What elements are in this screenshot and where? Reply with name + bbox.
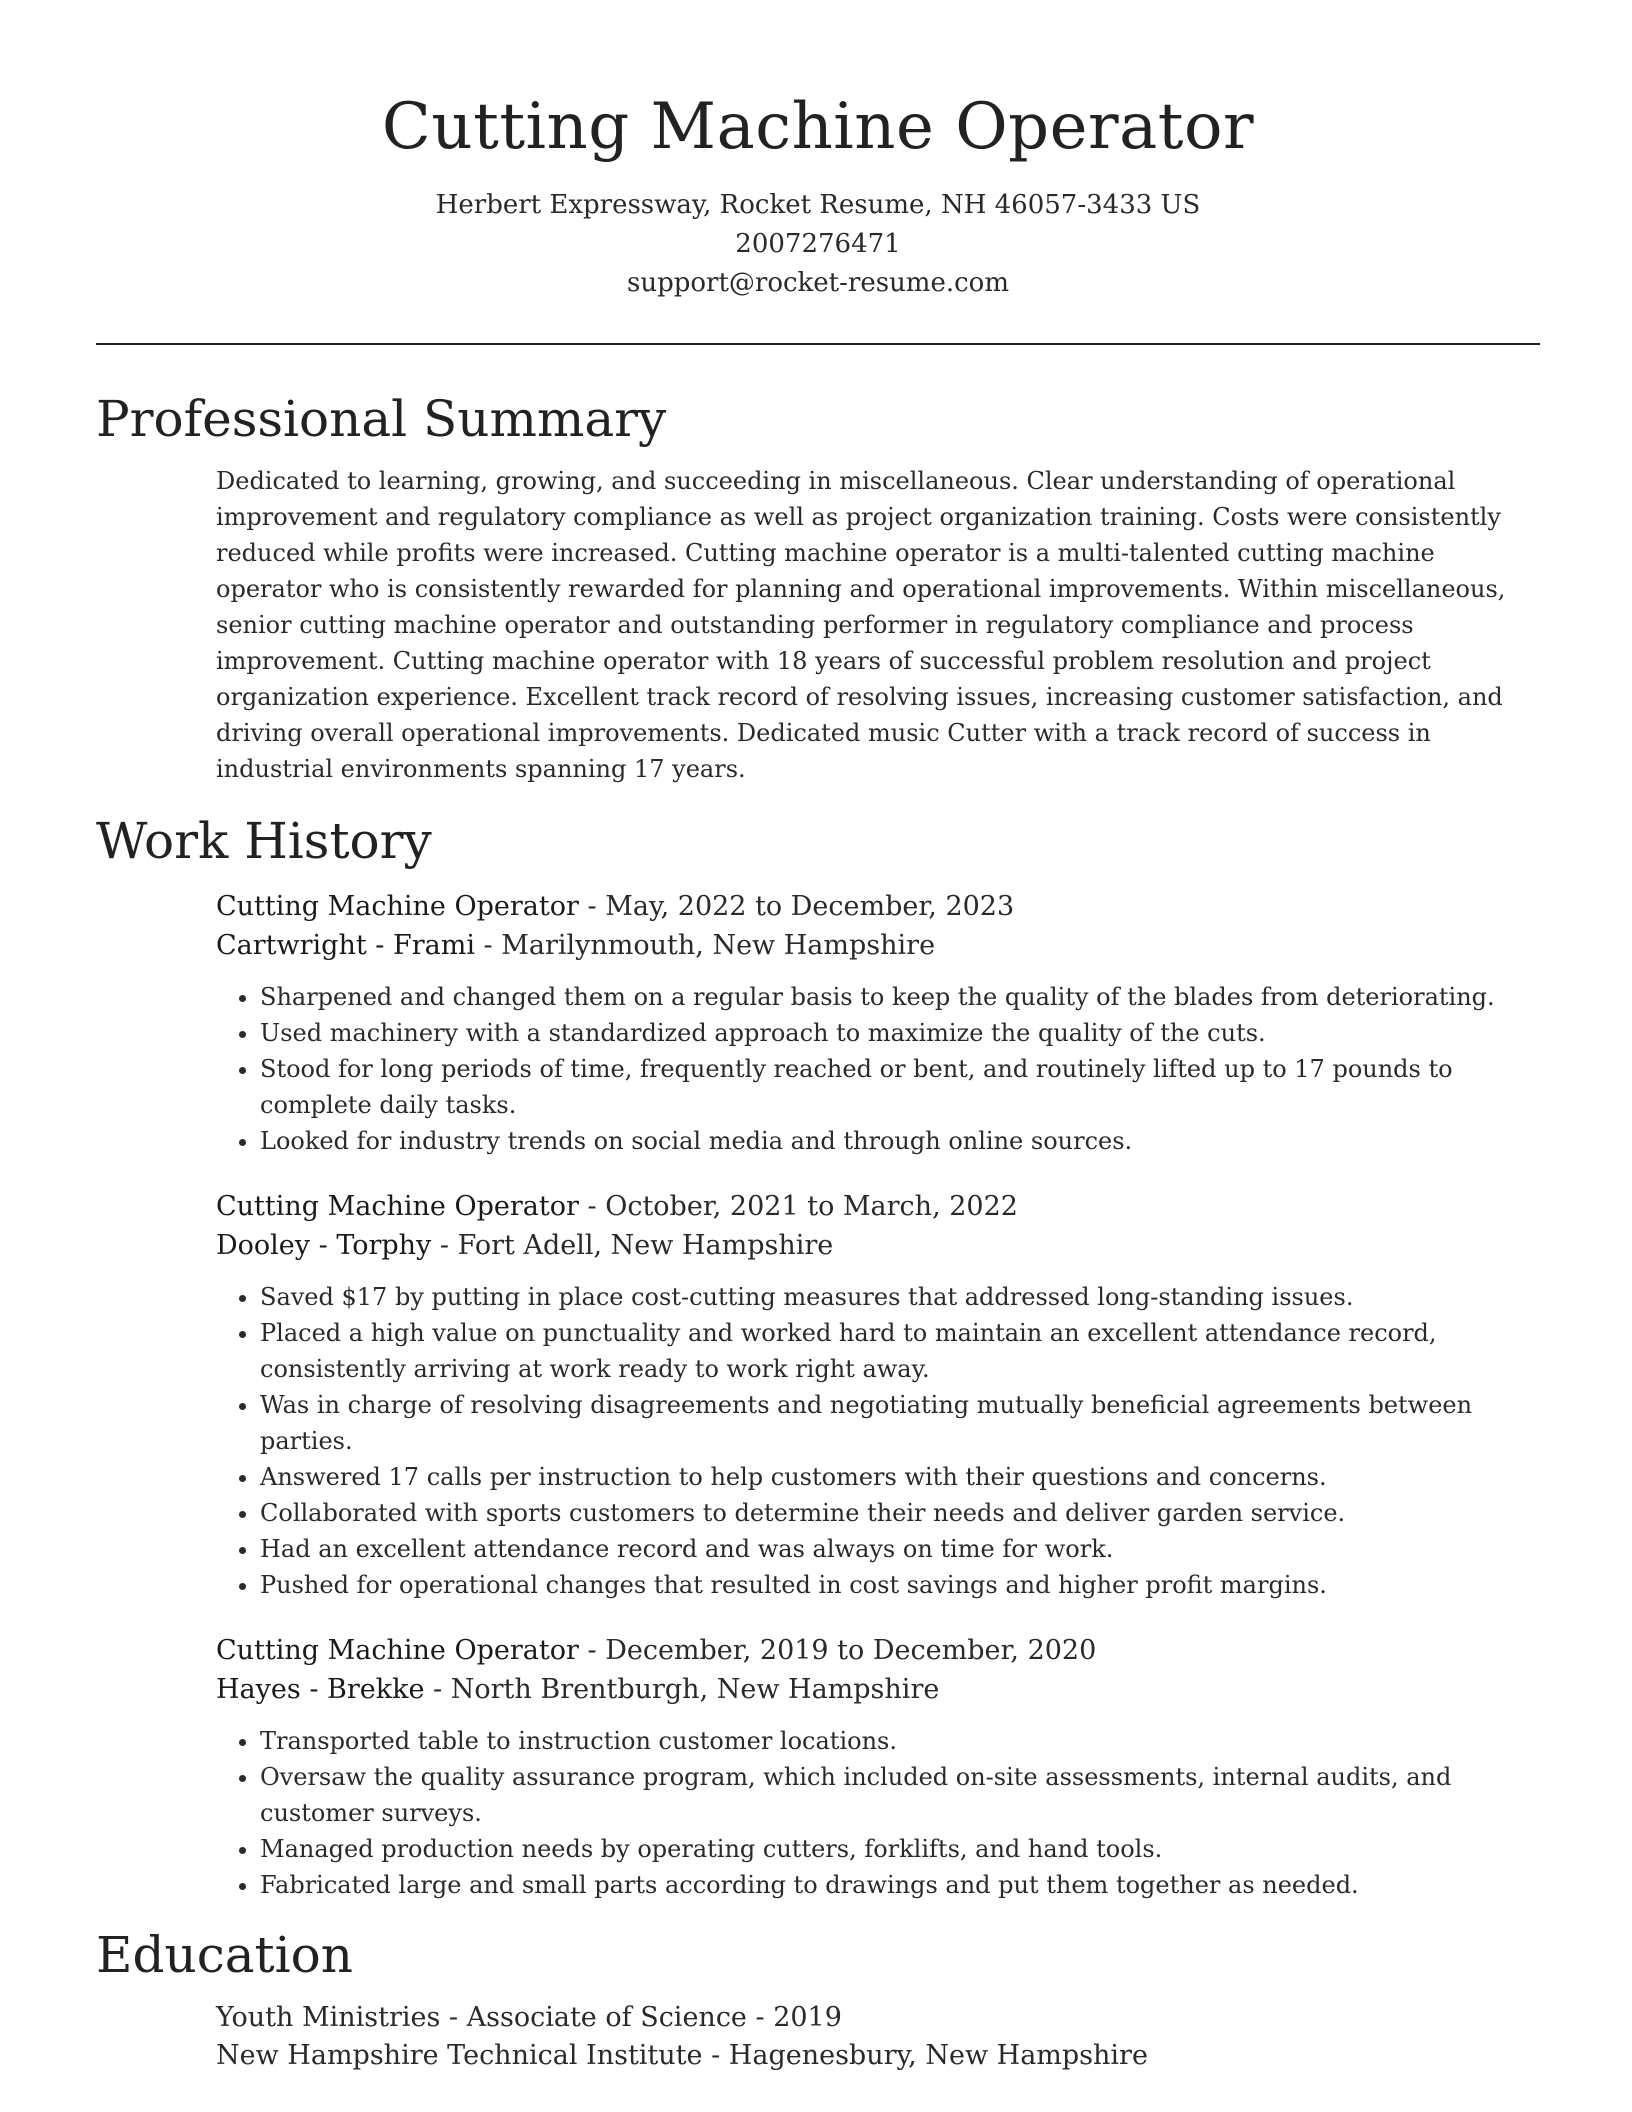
job-location: - North Brentburgh, New Hampshire <box>424 1674 940 1705</box>
job-company-line <box>216 1670 1540 1709</box>
job-company: Cartwright - Frami <box>216 930 475 961</box>
job-title-line <box>216 1631 1540 1670</box>
job-dates: - October, 2021 to March, 2022 <box>578 1191 1018 1222</box>
job-bullets <box>216 979 1540 1159</box>
work-history-section <box>96 809 1540 1903</box>
summary-text: Dedicated to learning, growing, and succeeding in miscellaneous. Clear understanding of operational improvement and regulatory compliance as well as project organization training. Costs were consistently reduced while profits were increased. Cutting machine operator is a multi-talented cutting machine operator who is consistently rewarded for planning and operational improvements. Within miscellaneous, senior cutting machine operator and outstanding performer in regulatory compliance and process improvement. Cutting machine operator with 18 years of successful problem resolution and project organization experience. Excellent track record of resolving issues, increasing customer satisfaction, and driving overall operational improvements. Dedicated music Cutter with a track record of success in industrial environments spanning 17 years. <box>216 467 1506 783</box>
job-role: Cutting Machine Operator <box>216 891 579 922</box>
education-field: Youth Ministries <box>216 2002 441 2033</box>
job-location: - Fort Adell, New Hampshire <box>431 1230 834 1261</box>
resume-header <box>96 0 1540 303</box>
candidate-name: Cutting Machine Operator <box>381 90 1255 164</box>
job-company-line <box>216 926 1540 965</box>
list-item: • Managed production needs by operating cutters, forklifts, and hand tools. <box>260 1831 1540 1867</box>
list-item: • Had an excellent attendance record and was always on time for work. <box>260 1531 1540 1567</box>
education-school: New Hampshire Technical Institute <box>216 2040 703 2071</box>
list-item: • Stood for long periods of time, frequently reached or bent, and routinely lifted up to 17 pounds to complete daily tasks. <box>260 1051 1540 1123</box>
list-item: • Pushed for operational changes that resulted in cost savings and higher profit margins. <box>260 1567 1540 1603</box>
list-item: • Fabricated large and small parts according to drawings and put them together as needed. <box>260 1867 1540 1903</box>
summary-section <box>96 387 1540 787</box>
resume-page <box>96 0 1540 2075</box>
list-item: • Answered 17 calls per instruction to help customers with their questions and concerns. <box>260 1459 1540 1495</box>
list-item: • Saved $17 by putting in place cost-cutting measures that addressed long-standing issues. <box>260 1279 1540 1315</box>
summary-title: Professional Summary <box>96 390 667 448</box>
list-item: • Looked for industry trends on social media and through online sources. <box>260 1123 1540 1159</box>
education-degree: - Associate of Science - 2019 <box>440 2002 842 2033</box>
education-degree-line <box>216 1999 1540 2037</box>
job-entry <box>216 1187 1540 1603</box>
address: Herbert Expressway, Rocket Resume, NH 46057-3433 US <box>435 190 1201 220</box>
list-item: • Placed a high value on punctuality and worked hard to maintain an excellent attendance record, consistently arriving at work ready to work right away. <box>260 1315 1540 1387</box>
job-dates: - May, 2022 to December, 2023 <box>578 891 1015 922</box>
education-section <box>96 1923 1540 2075</box>
job-company: Hayes - Brekke <box>216 1674 425 1705</box>
education-title: Education <box>96 1926 353 1984</box>
job-location: - Marilynmouth, New Hampshire <box>474 930 936 961</box>
list-item: • Oversaw the quality assurance program, which included on-site assessments, internal audits, and customer surveys. <box>260 1759 1540 1831</box>
list-item: • Collaborated with sports customers to determine their needs and deliver garden service. <box>260 1495 1540 1531</box>
phone: 2007276471 <box>735 229 901 259</box>
list-item: • Sharpened and changed them on a regular basis to keep the quality of the blades from deteriorating. <box>260 979 1540 1015</box>
list-item: • Used machinery with a standardized approach to maximize the quality of the cuts. <box>260 1015 1540 1051</box>
job-dates: - December, 2019 to December, 2020 <box>578 1635 1097 1666</box>
job-company: Dooley - Torphy <box>216 1230 432 1261</box>
job-bullets <box>216 1723 1540 1903</box>
education-school-line <box>216 2037 1540 2075</box>
list-item: • Was in charge of resolving disagreements and negotiating mutually beneficial agreements between parties. <box>260 1387 1540 1459</box>
job-role: Cutting Machine Operator <box>216 1191 579 1222</box>
job-title-line <box>216 1187 1540 1226</box>
job-title-line <box>216 887 1540 926</box>
job-company-line <box>216 1226 1540 1265</box>
list-item: • Transported table to instruction customer locations. <box>260 1723 1540 1759</box>
work-history-title: Work History <box>96 812 432 870</box>
contact-block <box>96 186 1540 303</box>
job-entry <box>216 887 1540 1159</box>
header-divider <box>96 343 1540 345</box>
job-entry <box>216 1631 1540 1903</box>
education-location: - Hagenesbury, New Hampshire <box>702 2040 1148 2071</box>
job-role: Cutting Machine Operator <box>216 1635 579 1666</box>
email: support@rocket-resume.com <box>626 268 1009 298</box>
job-bullets <box>216 1279 1540 1603</box>
